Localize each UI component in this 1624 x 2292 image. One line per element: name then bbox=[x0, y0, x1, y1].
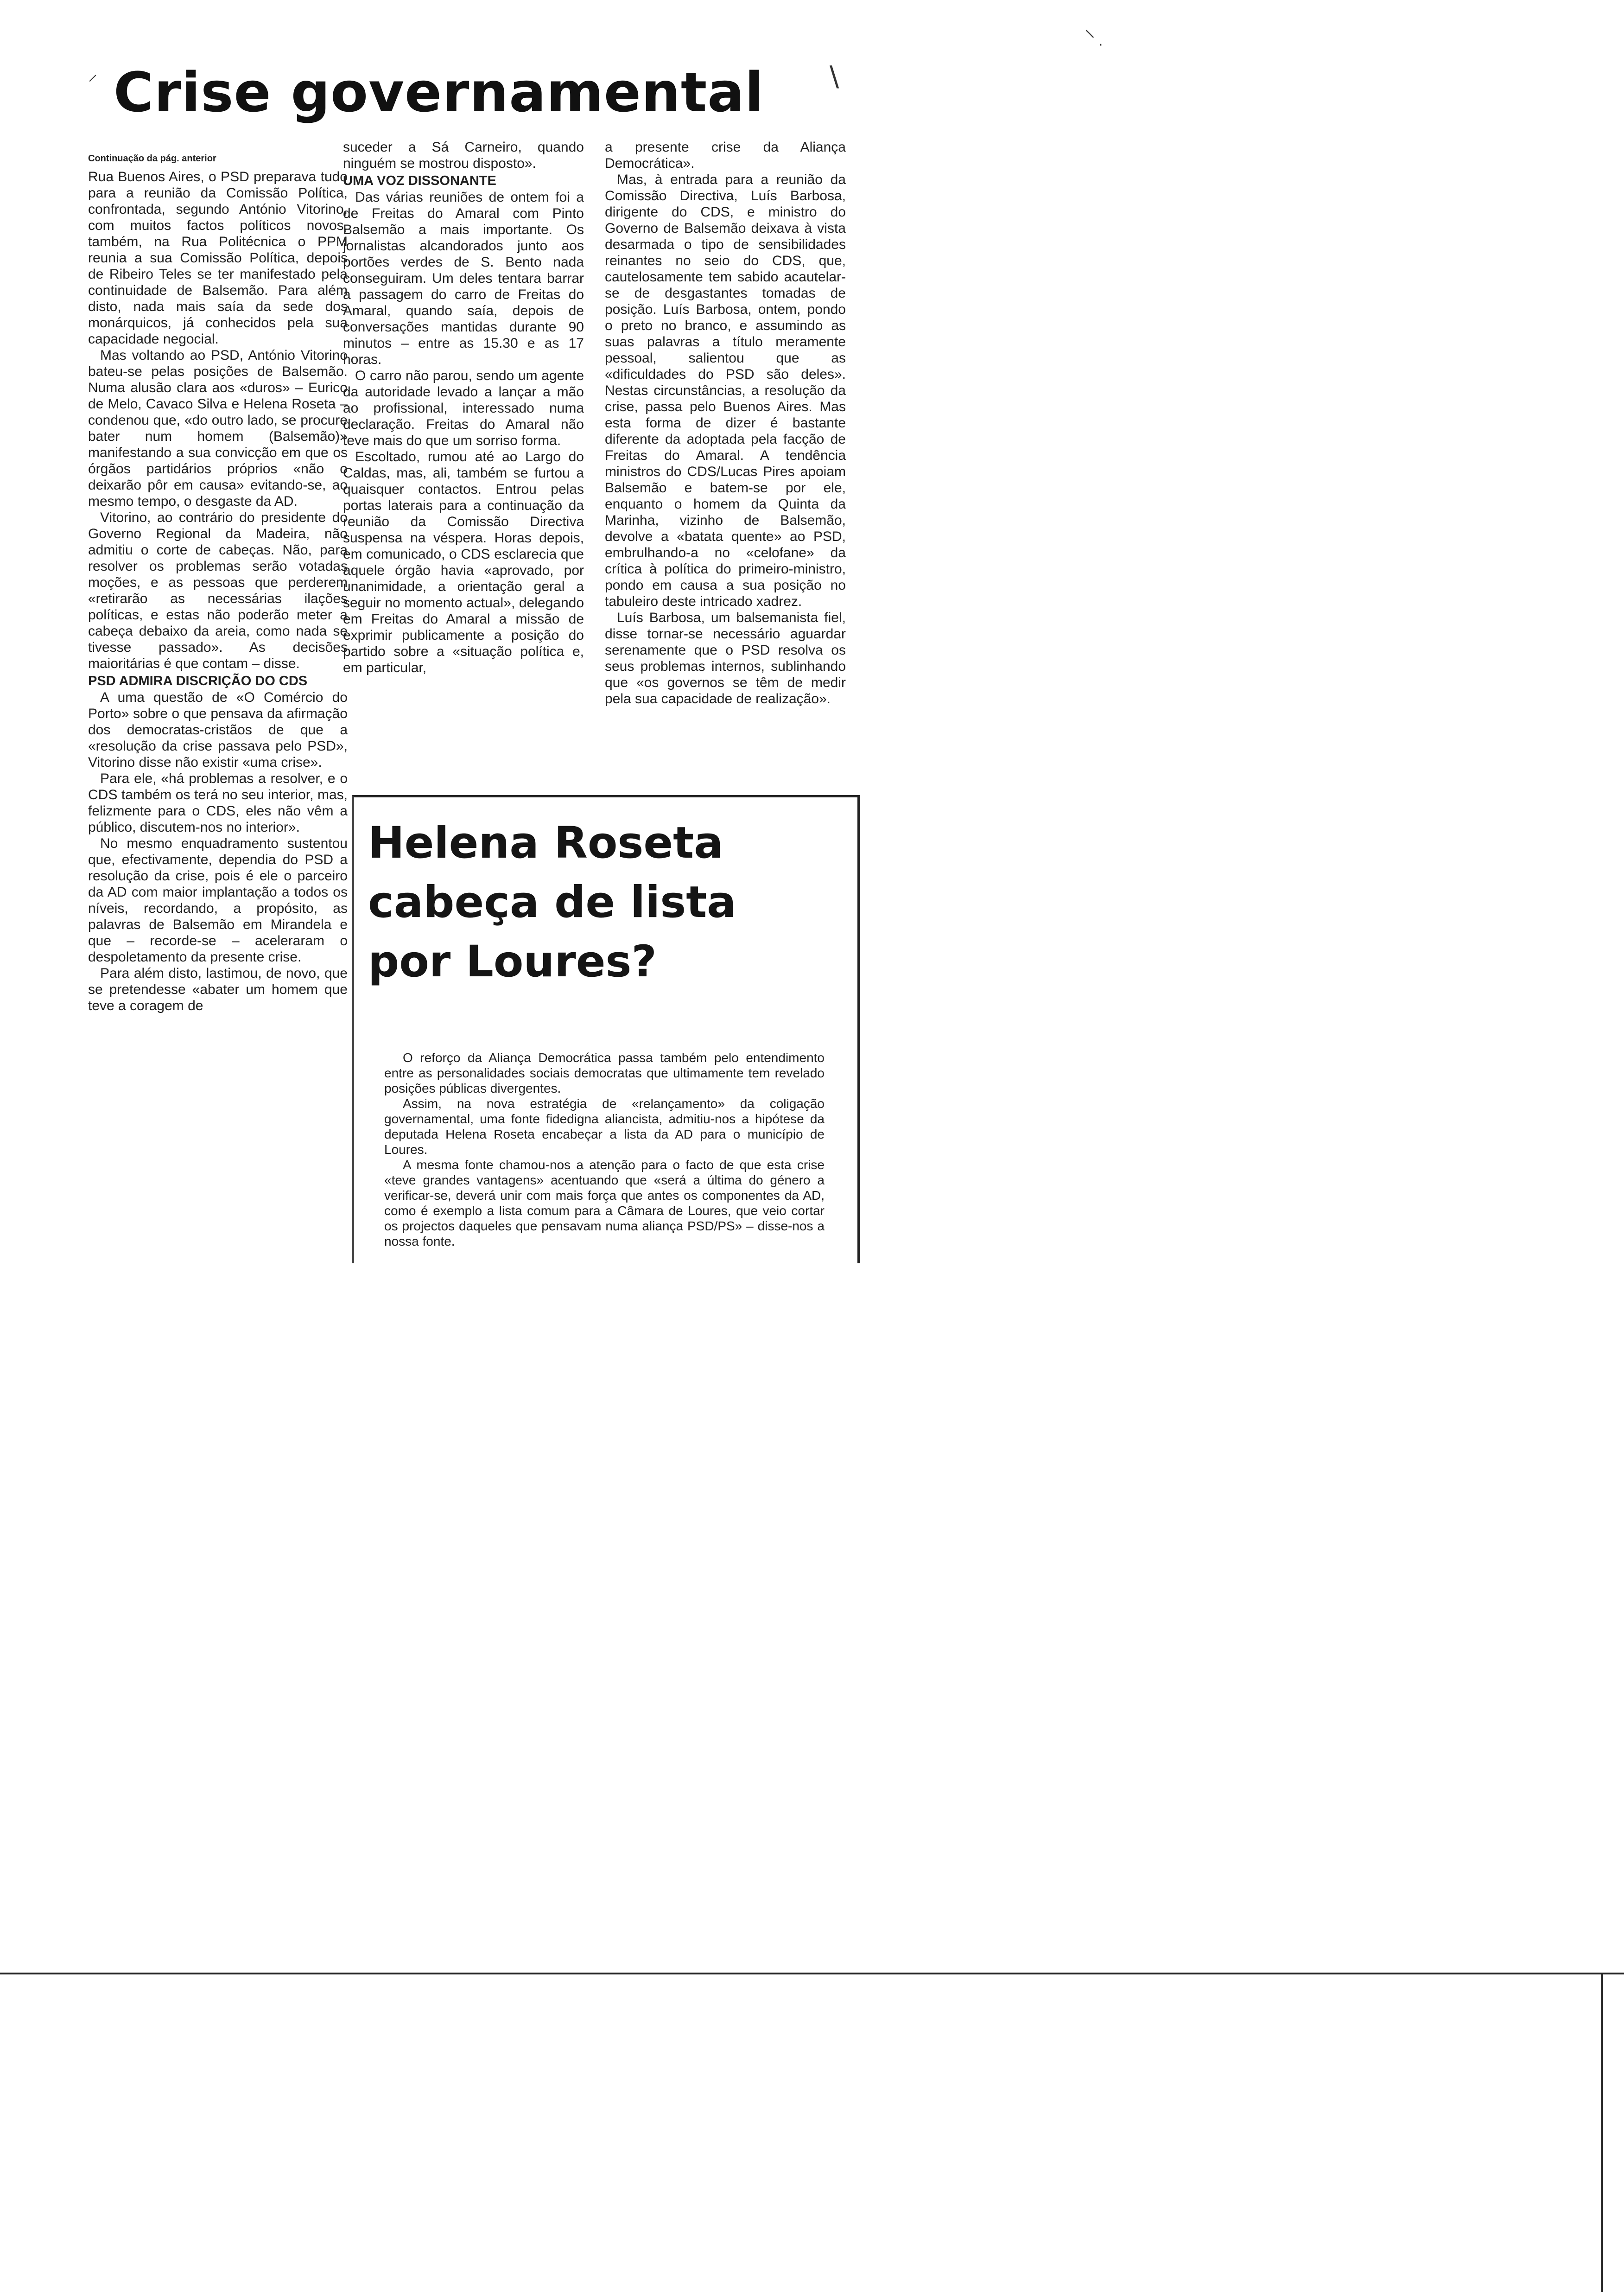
paragraph: No mesmo enquadramento sustentou que, efectivamente, dependia do PSD a resolução da crise, pois é ele o parceiro da AD com maior implantação a todos os níveis, recordando, a propósito, as palavras de Balsemão em Mirandela e que – recorde-se – aceleraram o despoletamento da presente crise. bbox=[88, 836, 348, 965]
paragraph: O carro não parou, sendo um agente da autoridade levado a lançar a mão ao profissional, interessado numa declaração. Freitas do Amaral não teve mais do que um sorriso forma. bbox=[343, 368, 584, 448]
paragraph: Para ele, «há problemas a resolver, e o CDS também os terá no seu interior, mas, felizmente para o CDS, eles não vêm a público, discutem-nos no interior». bbox=[88, 771, 348, 835]
subheading: PSD ADMIRA DISCRIÇÃO DO CDS bbox=[88, 674, 308, 688]
column-1 bbox=[88, 151, 348, 1014]
column-3 bbox=[605, 139, 846, 707]
paragraph: Mas voltando ao PSD, António Vitorino bateu-se pelas posições de Balsemão. Numa alusão clara aos «duros» – Eurico de Melo, Cavaco Silva e Helena Roseta – condenou que, «do outro lado, se procure bater num homem (Balsemão)» manifestando a sua convicção em que os órgãos partidários próprios «não o deixarão pôr em causa» evitando-se, ao mesmo tempo, o desgaste da AD. bbox=[88, 348, 348, 509]
scan-divider-line bbox=[0, 1973, 1624, 1974]
scan-mark: \ bbox=[830, 60, 839, 93]
subheading: UMA VOZ DISSONANTE bbox=[343, 173, 496, 188]
paragraph: Vitorino, ao contrário do presidente do Governo Regional da Madeira, não admitiu o corte de cabeças. Não, para resolver os problemas serão votadas moções, e as pessoas que perderem «retirarão as necessárias ilações políticas, e estas não poderão meter a cabeça debaixo da areia, como nada se tivesse passado». As decisões maioritárias é que contam – disse. bbox=[88, 510, 348, 671]
boxed-article bbox=[352, 795, 860, 1263]
box-headline: Helena Roseta cabeça de lista por Loures? bbox=[368, 818, 736, 987]
paragraph: Luís Barbosa, um balsemanista fiel, disse tornar-se necessário aguardar serenamente que o PSD resolva os seus problemas internos, sublinhando que «os governos se têm de medir pela sua capacidade de realização». bbox=[605, 610, 846, 707]
paragraph: O reforço da Aliança Democrática passa também pelo entendimento entre as personalidades sociais democratas que ultimamente tem revelado posições públicas divergentes. bbox=[384, 1050, 825, 1095]
paragraph: Mas, à entrada para a reunião da Comissão Directiva, Luís Barbosa, dirigente do CDS, e ministro do Governo de Balsemão deixava à vista desarmada o tipo de sensibilidades reinantes no seio do CDS, que, cautelosamente tem sabido acautelar-se de desgastantes tomadas de posição. Luís Barbosa, ontem, pondo o preto no branco, e assumindo as suas palavras a título meramente pessoal, salientou que as «dificuldades do PSD são deles». Nestas circunstâncias, a resolução da crise, passa pelo Buenos Aires. Mas esta forma de dizer é bastante diferente da adoptada pela facção de Freitas do Amaral. A tendência ministros do CDS/Lucas Pires apoiam Balsemão e batem-se por ele, enquanto o homem da Quinta da Marinha, vizinho de Balsemão, devolve a «batata quente» ao PSD, embrulhando-a no «celofane» da crítica à política do primeiro-ministro, pondo em causa a sua posição no tabuleiro deste intricado xadrez. bbox=[605, 172, 846, 609]
paragraph: Das várias reuniões de ontem foi a de Freitas do Amaral com Pinto Balsemão a mais importante. Os jornalistas alcandorados junto aos portões verdes de S. Bento nada conseguiram. Um deles tentara barrar a passagem do carro de Freitas do Amaral, quando saía, depois de conversações mantidas durante 90 minutos – entre as 15.30 e as 17 horas. bbox=[343, 190, 584, 367]
paragraph: Rua Buenos Aires, o PSD preparava tudo para a reunião da Comissão Política, confrontada, segundo António Vitorino, com muitos factos políticos novos, também, na Rua Politécnica o PPM reunia a sua Comissão Política, depois de Ribeiro Teles se ter manifestado pela continuidade de Balsemão. Para além disto, nada mais saía da sede dos monárquicos, já conhecidos pela sua capacidade negocial. bbox=[88, 169, 348, 347]
scan-mark: ⸝ bbox=[88, 64, 97, 85]
column-2 bbox=[343, 139, 584, 676]
paragraph: Escoltado, rumou até ao Largo do Caldas, mas, ali, também se furtou a quaisquer contactos. Entrou pelas portas laterais para a continuação da reunião da Comissão Directiva suspensa na véspera. Horas depois, em comunicado, o CDS esclarecia que aquele órgão havia «aprovado, por unanimidade, a orientação geral a seguir no momento actual», delegando em Freitas do Amaral a missão de exprimir publicamente a posição do partido sobre a «situação política e, em particular, bbox=[343, 449, 584, 675]
paragraph: a presente crise da Aliança Democrática». bbox=[605, 140, 846, 171]
scan-mark: ⸜ bbox=[1085, 16, 1095, 41]
paragraph: A uma questão de «O Comércio do Porto» sobre o que pensava da afirmação dos democratas-cristãos de que a «resolução da crise passava pelo PSD», Vitorino disse não existir «uma crise». bbox=[88, 690, 348, 770]
box-body bbox=[384, 1050, 825, 1249]
scan-divider-line bbox=[1601, 1973, 1603, 2292]
scan-mark: · bbox=[1098, 37, 1103, 53]
paragraph: suceder a Sá Carneiro, quando ninguém se mostrou disposto». bbox=[343, 140, 584, 171]
paragraph: Assim, na nova estratégia de «relançamento» da coligação governamental, uma fonte fidedigna aliancista, admitiu-nos a hipótese da deputada Helena Roseta encabeçar a lista da AD para o município de Loures. bbox=[384, 1096, 825, 1157]
continuation-note: Continuação da pág. anterior bbox=[88, 153, 216, 164]
headline: Crise governamental bbox=[114, 60, 764, 124]
paragraph: Para além disto, lastimou, de novo, que se pretendesse «abater um homem que teve a coragem de bbox=[88, 966, 348, 1013]
paragraph: A mesma fonte chamou-nos a atenção para o facto de que esta crise «teve grandes vantagens» acentuando que «será a última do género a verificar-se, deverá unir com mais força que antes os componentes da AD, como é exemplo a lista comum para a Câmara de Loures, que veio cortar os projectos daqueles que pensavam numa aliança PSD/PS» – disse-nos a nossa fonte. bbox=[384, 1158, 825, 1248]
